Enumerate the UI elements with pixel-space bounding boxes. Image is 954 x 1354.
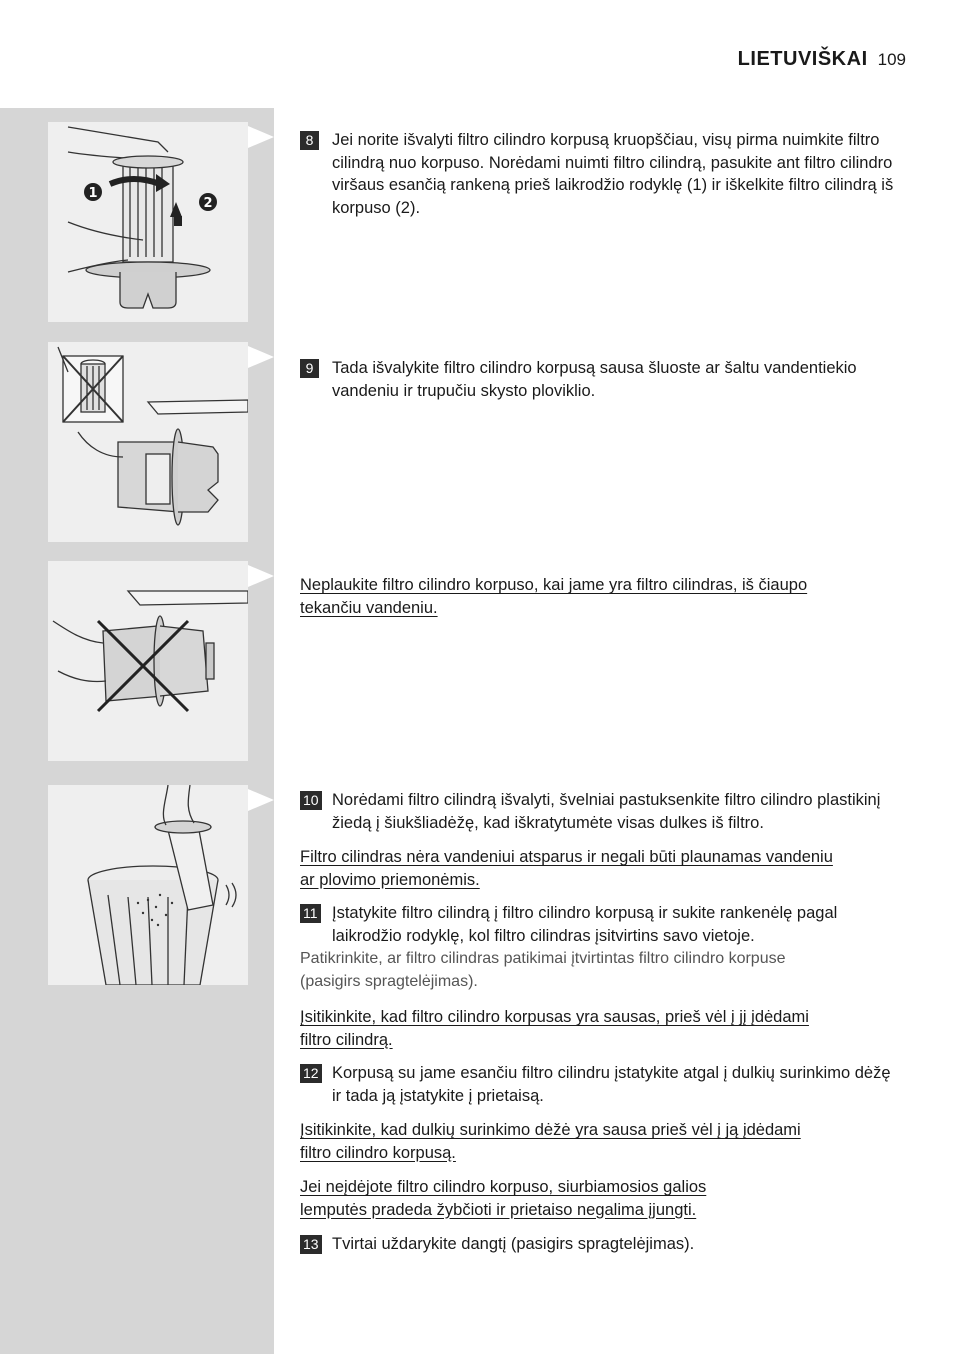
warning-note — [300, 846, 833, 891]
step-number: 13 — [300, 1235, 322, 1254]
language-title: LIETUVIŠKAI — [737, 48, 868, 70]
warning-note — [300, 1006, 809, 1051]
panel-pointer — [248, 346, 274, 368]
note-line: filtro cilindro korpusą. — [300, 1143, 456, 1162]
panel-pointer — [248, 789, 274, 811]
note-line: tekančiu vandeniu. — [300, 598, 438, 617]
step-number: 12 — [300, 1064, 322, 1083]
step-8 — [300, 129, 900, 219]
tip-note — [300, 948, 900, 993]
step-text: Tada išvalykite filtro cilindro korpusą sausa šluoste ar šaltu vandentiekio vandeniu ir trupučiu skysto ploviklio. — [332, 359, 857, 400]
step-13 — [300, 1233, 900, 1256]
step-9 — [300, 357, 900, 402]
note-line: Neplaukite filtro cilindro korpuso, kai jame yra filtro cilindras, iš čiaupo — [300, 576, 808, 594]
illustration-remove-filter — [48, 122, 248, 322]
note-line: lemputės pradeda žybčioti ir prietaiso negalima įjungti. — [300, 1200, 697, 1219]
step-number: 11 — [300, 904, 321, 923]
step-text: Korpusą su jame esančiu filtro cilindru įstatykite atgal į dulkių surinkimo dėžę ir tada ją įstatykite į prietaisą. — [332, 1064, 891, 1105]
note-line: ar plovimo priemonėmis. — [300, 870, 480, 889]
warning-note — [300, 1176, 706, 1221]
note-line: Filtro cilindras nėra vandeniui atsparus ir negali būti plaunamas vandeniu — [300, 848, 833, 866]
page-number: 109 — [877, 50, 906, 69]
callout-1-label: 1 — [88, 186, 98, 201]
note-line: filtro cilindrą. — [300, 1030, 393, 1049]
step-11 — [300, 902, 900, 947]
illustration-wash-housing — [48, 342, 248, 542]
callout-2-label: 2 — [203, 196, 213, 211]
step-text: Jei norite išvalyti filtro cilindro korpusą kruopščiau, visų pirma nuimkite filtro cilindrą nuo korpuso. Norėdami nuimti filtro cilindrą, pasukite ant filtro cilindro viršaus esančią rankeną prieš laikrodžio rodyklę (1) ir iškelkite filtro cilindrą iš korpuso (2). — [332, 131, 894, 217]
warning-note — [300, 1119, 801, 1164]
step-number: 10 — [300, 791, 322, 810]
note-line: Jei neįdėjote filtro cilindro korpuso, siurbiamosios galios — [300, 1178, 707, 1196]
illustration-do-not-rinse — [48, 561, 248, 761]
step-text: Norėdami filtro cilindrą išvalyti, švelniai pastuksenkite filtro cilindro plastikinį žiedą į šiukšliadėžę, kad iškratytumėte visas dulkes iš filtro. — [332, 791, 881, 832]
step-number: 8 — [300, 131, 319, 150]
tip-line: (pasigirs spragtelėjimas). — [300, 972, 478, 990]
note-line: Įsitikinkite, kad filtro cilindro korpusas yra sausas, prieš vėl į jį įdėdami — [300, 1008, 809, 1026]
step-10 — [300, 789, 900, 834]
step-12 — [300, 1062, 900, 1107]
illustration-tap-filter-bin — [48, 785, 248, 985]
step-number: 9 — [300, 359, 319, 378]
page-header — [738, 48, 906, 71]
tip-line: Patikrinkite, ar filtro cilindras patikimai įtvirtintas filtro cilindro korpuse — [300, 950, 786, 967]
panel-pointer — [248, 126, 274, 148]
step-text: Įstatykite filtro cilindrą į filtro cilindro korpusą ir sukite rankenėlę pagal laikrodžio rodyklę, kol filtro cilindras įsitvirtins savo vietoje. — [332, 904, 838, 945]
panel-pointer — [248, 565, 274, 587]
note-line: Įsitikinkite, kad dulkių surinkimo dėžė yra sausa prieš vėl į ją įdėdami — [300, 1121, 801, 1139]
step-text: Tvirtai uždarykite dangtį (pasigirs spragtelėjimas). — [332, 1235, 695, 1253]
warning-note — [300, 574, 807, 619]
